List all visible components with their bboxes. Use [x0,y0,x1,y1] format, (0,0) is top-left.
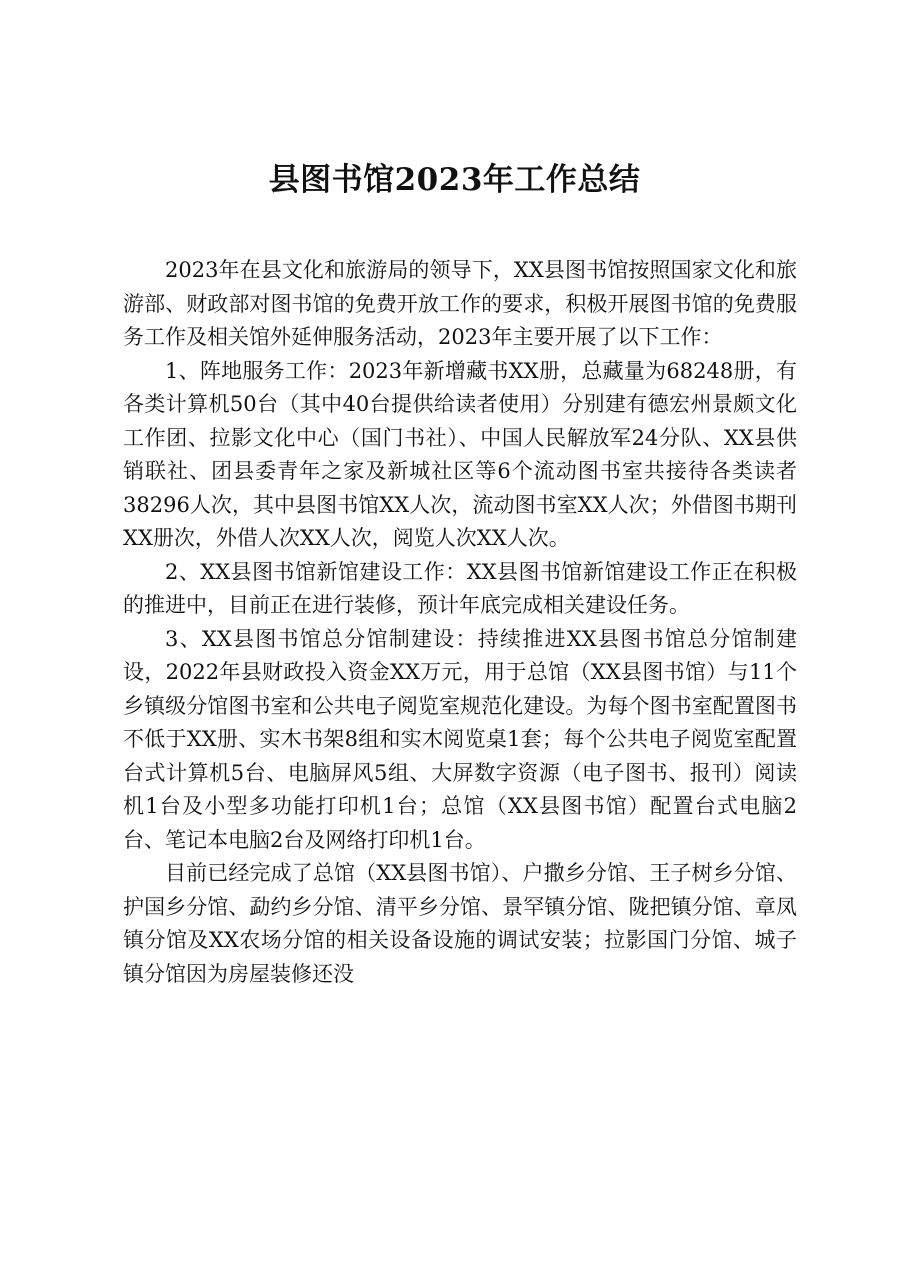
paragraph-section-3: 3、XX县图书馆总分馆制建设：持续推进XX县图书馆总分馆制建设，2022年县财政投入资金XX万元，用于总馆（XX县图书馆）与11个乡镇级分馆图书室和公共电子阅览室规范化建设。为每个图书室配置图书不低于XX册、实木书架8组和实木阅览桌1套；每个公共电子阅览室配置台式计算机5台、电脑屏风5组、大屏数字资源（电子图书、报刊）阅读机1台及小型多功能打印机1台；总馆（XX县图书馆）配置台式电脑2台、笔记本电脑2台及网络打印机1台。 [123,626,797,852]
paragraph-intro: 2023年在县文化和旅游局的领导下，XX县图书馆按照国家文化和旅游部、财政部对图书馆的免费开放工作的要求，积极开展图书馆的免费服务工作及相关馆外延伸服务活动，2023年主要开展了以下工作： [123,258,797,349]
paragraph-progress: 目前已经完成了总馆（XX县图书馆）、户撒乡分馆、王子树乡分馆、护国乡分馆、勐约乡分馆、清平乡分馆、景罕镇分馆、陇把镇分馆、章凤镇分馆及XX农场分馆的相关设备设施的调试安装；拉影国门分馆、城子镇分馆因为房屋装修还没 [123,861,797,986]
paragraph-section-2: 2、XX县图书馆新馆建设工作：XX县图书馆新馆建设工作正在积极的推进中，目前正在进行装修，预计年底完成相关建设任务。 [123,559,797,617]
paragraph-section-1: 1、阵地服务工作：2023年新增藏书XX册，总藏量为68248册，有各类计算机50台（其中40台提供给读者使用）分别建有德宏州景颇文化工作团、拉影文化中心（国门书社）、中国人民解放军24分队、XX县供销联社、团县委青年之家及新城社区等6个流动图书室共接待各类读者38296人次，其中县图书馆XX人次，流动图书室XX人次；外借图书期刊XX册次，外借人次XX人次，阅览人次XX人次。 [123,358,797,550]
document-body [123,254,797,991]
document-title: 县图书馆2023年工作总结 [268,162,641,198]
